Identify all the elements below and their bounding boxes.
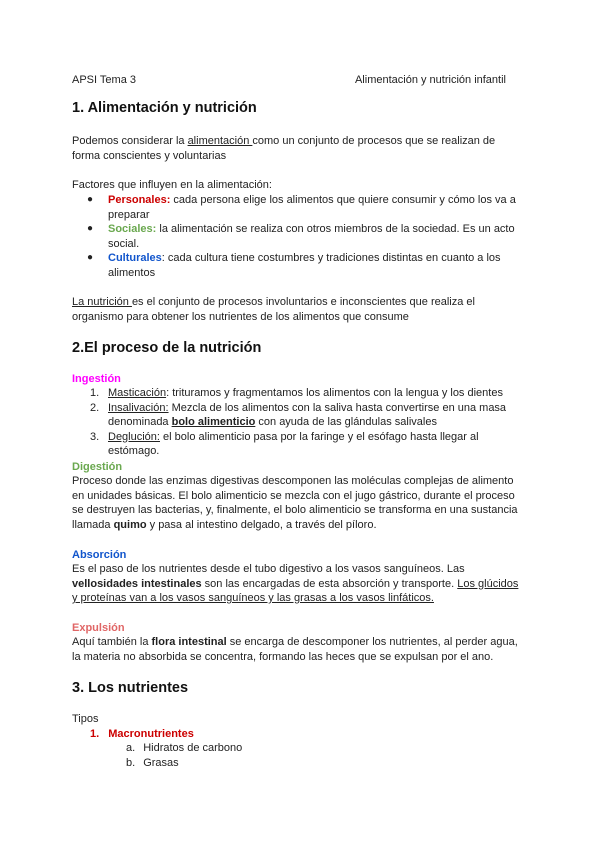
types-label: Tipos — [72, 713, 99, 725]
factor-text: cada persona elige los alimentos que quiere consumir y cómo los va a preparar — [108, 194, 516, 221]
nutrition-text: es el conjunto de procesos involuntarios e inconscientes que realiza el organismo para obtener los nutrientes de los alimentos que consume — [72, 296, 475, 323]
step-text-post: con ayuda de las glándulas salivales — [255, 416, 437, 428]
alimentacion-term: alimentación — [187, 135, 253, 147]
header-right: Alimentación y nutrición infantil — [354, 74, 506, 86]
bullet-icon: ● — [87, 252, 94, 263]
factor-label: Personales: — [108, 194, 171, 206]
bullet-icon: ● — [87, 223, 94, 234]
macro-number: 1. — [90, 728, 100, 740]
factor-culturales — [72, 251, 520, 280]
factor-text: : cada cultura tiene costumbres y tradiciones distintas en cuanto a los alimentos — [108, 252, 501, 279]
factor-sociales — [72, 222, 520, 251]
step-text: Mezcla de los alimentos con la saliva hasta convertirse en una masa denominada — [108, 401, 507, 428]
ingestion-steps — [72, 386, 520, 459]
macro-sub-item — [126, 756, 242, 771]
step-text: el bolo alimenticio pasa por la faringe y el esófago hasta llegar al estómago. — [108, 430, 479, 457]
absorption-heading: Absorción — [72, 549, 127, 561]
factors-list — [72, 193, 520, 280]
section-1-title: 1. Alimentación y nutrición — [72, 100, 257, 116]
macro-label: Macronutrientes — [108, 728, 194, 740]
bullet-icon: ● — [87, 194, 94, 205]
digestion-heading: Digestión — [72, 461, 123, 473]
step-insalivacion — [72, 401, 520, 430]
absorption-paragraph — [72, 562, 520, 606]
factor-text: la alimentación se realiza con otros miembros de la sociedad. Es un acto social. — [108, 223, 515, 250]
step-number: 2. — [90, 401, 100, 414]
macro-sub-item — [126, 741, 242, 756]
sub-text: Hidratos de carbono — [143, 742, 243, 754]
section-2-title: 2.El proceso de la nutrición — [72, 340, 262, 356]
factor-label: Sociales: — [108, 223, 157, 235]
digestion-paragraph — [72, 474, 520, 532]
factors-intro: Factores que influyen en la alimentación: — [72, 179, 272, 191]
absorption-text-mid: son las encargadas de esta absorción y transporte. — [201, 577, 458, 590]
sub-letter: a. — [126, 742, 136, 754]
macronutrients-list — [126, 741, 242, 770]
step-number: 3. — [90, 430, 100, 443]
digestion-text-post: y pasa al intestino delgado, a través del píloro. — [146, 518, 377, 531]
flora-intestinal-term: flora intestinal — [151, 636, 227, 648]
expulsion-paragraph — [72, 635, 520, 664]
step-term: Deglución: — [108, 430, 160, 443]
intro-paragraph — [72, 134, 520, 163]
sub-letter: b. — [126, 756, 136, 769]
quimo-term: quimo — [113, 518, 147, 531]
digestion-text: Proceso donde las enzimas digestivas descomponen las moléculas complejas de alimento en unidades básicas. El bolo alimenticio se mezcla con el jugo gástrico, durante el proceso se destruyen las bacterias, y, finalmente, el bolo alimenticio se transforma en una sustancia llamada — [72, 475, 518, 531]
intro-pre: Podemos considerar la — [72, 135, 188, 147]
nutricion-term: La nutrición — [72, 296, 132, 308]
nutrition-paragraph — [72, 295, 520, 324]
sub-text: Grasas — [143, 756, 179, 769]
vellosidades-term: vellosidades intestinales — [72, 577, 202, 590]
section-3-title: 3. Los nutrientes — [72, 680, 189, 696]
step-deglucion — [72, 430, 520, 459]
step-masticacion — [72, 386, 520, 401]
intro-post: como un conjunto de procesos que se realizan de forma conscientes y voluntarias — [72, 135, 496, 162]
absorption-text: Es el paso de los nutrientes desde el tubo digestivo a los vasos sanguíneos. Las — [72, 563, 465, 575]
expulsion-text: Aquí también la — [72, 636, 152, 648]
expulsion-heading: Expulsión — [72, 622, 125, 634]
absorption-underlined: Los glúcidos y proteínas van a los vasos sanguíneos y las grasas a los vasos linfáticos. — [72, 577, 519, 604]
ingestion-heading: Ingestión — [72, 373, 121, 385]
step-term: Masticación — [108, 387, 167, 399]
bolo-alimenticio-term: bolo alimenticio — [171, 416, 256, 428]
expulsion-text-post: se encarga de descomponer los nutrientes, al perder agua, la materia no absorbida se concentra, formando las heces que se expulsan por el ano. — [72, 636, 518, 663]
step-number: 1. — [90, 387, 100, 399]
factor-personales — [72, 193, 520, 222]
header-left: APSI Tema 3 — [72, 74, 136, 86]
macronutrients-item — [90, 727, 194, 742]
factor-label: Culturales — [108, 252, 162, 264]
step-text: : trituramos y fragmentamos los alimentos con la lengua y los dientes — [166, 387, 503, 399]
step-term: Insalivación: — [108, 401, 169, 414]
